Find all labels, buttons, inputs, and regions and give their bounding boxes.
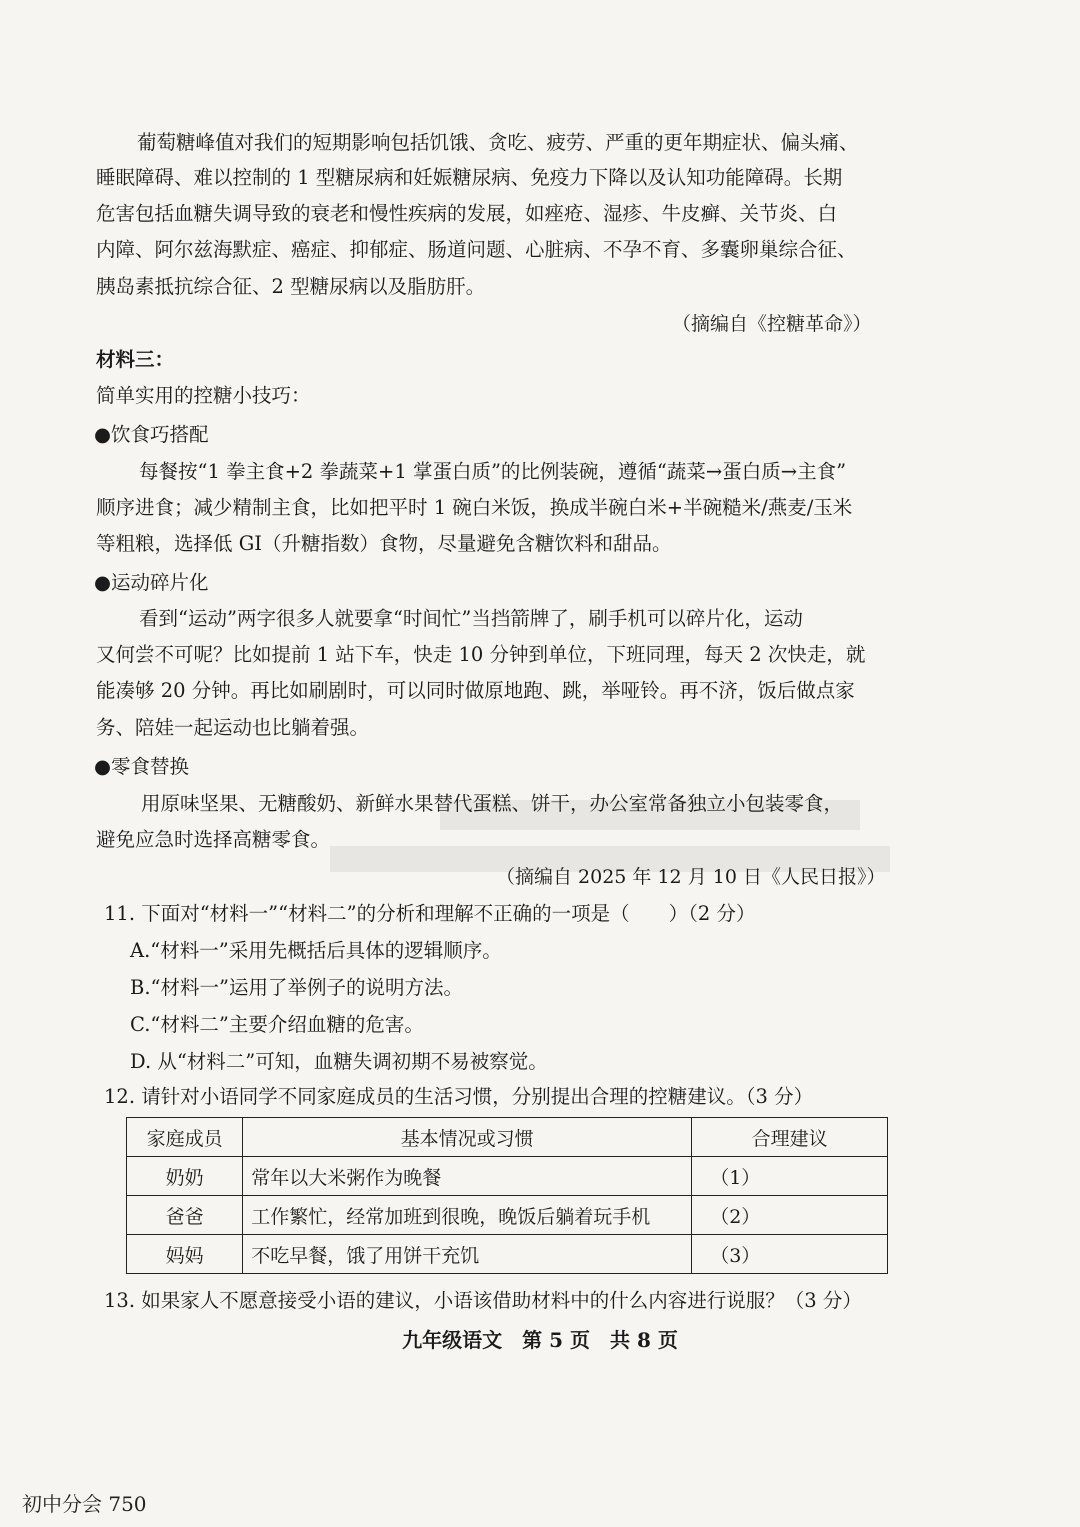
question-11-option-a: A.“材料一”采用先概括后具体的逻辑顺序。 xyxy=(130,939,502,962)
habit-cell: 常年以大米粥作为晚餐 xyxy=(243,1157,692,1196)
header-advice: 合理建议 xyxy=(692,1118,888,1157)
question-13-stem: 13. 如果家人不愿意接受小语的建议，小语该借助材料中的什么内容进行说服？（3 分） xyxy=(104,1289,862,1312)
question-11-option-b: B.“材料一”运用了举例子的说明方法。 xyxy=(130,976,463,999)
member-cell: 妈妈 xyxy=(127,1235,243,1274)
advice-cell: （1） xyxy=(692,1157,888,1196)
page-footer: 九年级语文 第 5 页 共 8 页 xyxy=(402,1328,678,1352)
header-family-member: 家庭成员 xyxy=(127,1118,243,1157)
snack-tip-title: ●零食替换 xyxy=(94,755,190,778)
watermark-label: 初中分会 750 xyxy=(22,1492,147,1516)
paragraph-line: 睡眠障碍、难以控制的 1 型糖尿病和妊娠糖尿病、免疫力下降以及认知功能障碍。长期 xyxy=(96,166,843,189)
material2-source: （摘编自《控糖革命》） xyxy=(672,313,872,335)
family-habits-table xyxy=(126,1117,888,1274)
paragraph-line: 避免应急时选择高糖零食。 xyxy=(96,828,331,851)
question-12-stem: 12. 请针对小语同学不同家庭成员的生活习惯，分别提出合理的控糖建议。（3 分） xyxy=(104,1085,814,1108)
material3-source: （摘编自 2025 年 12 月 10 日《人民日报》） xyxy=(496,866,886,888)
paragraph-line: 葡萄糖峰值对我们的短期影响包括饥饿、贪吃、疲劳、严重的更年期症状、偏头痛、 xyxy=(137,131,859,154)
paragraph-line: 看到“运动”两字很多人就要拿“时间忙”当挡箭牌了，刷手机可以碎片化，运动 xyxy=(139,607,803,630)
paragraph-line: 用原味坚果、无糖酸奶、新鲜水果替代蛋糕、饼干，办公室常备独立小包装零食， xyxy=(141,792,844,815)
habit-cell: 不吃早餐，饿了用饼干充饥 xyxy=(243,1235,692,1274)
table-row xyxy=(127,1235,888,1274)
member-cell: 奶奶 xyxy=(127,1157,243,1196)
advice-cell: （3） xyxy=(692,1235,888,1274)
paragraph-line: 胰岛素抵抗综合征、2 型糖尿病以及脂肪肝。 xyxy=(96,275,486,298)
question-11-option-c: C.“材料二”主要介绍血糖的危害。 xyxy=(130,1013,424,1036)
material3-heading: 材料三： xyxy=(96,348,175,371)
habit-cell: 工作繁忙，经常加班到很晚，晚饭后躺着玩手机 xyxy=(243,1196,692,1235)
table-header-row xyxy=(127,1118,888,1157)
diet-tip-title: ●饮食巧搭配 xyxy=(94,423,209,446)
advice-cell: （2） xyxy=(692,1196,888,1235)
table-row xyxy=(127,1196,888,1235)
exercise-tip-title: ●运动碎片化 xyxy=(94,571,209,594)
material3-intro: 简单实用的控糖小技巧： xyxy=(96,384,311,407)
paragraph-line: 能凑够 20 分钟。再比如刷剧时，可以同时做原地跑、跳，举哑铃。再不济，饭后做点家 xyxy=(96,679,855,702)
question-11-stem: 11. 下面对“材料一”“材料二”的分析和理解不正确的一项是（ ）（2 分） xyxy=(104,902,756,925)
paragraph-line: 等粗粮，选择低 GI（升糖指数）食物，尽量避免含糖饮料和甜品。 xyxy=(96,532,672,555)
paragraph-line: 内障、阿尔兹海默症、癌症、抑郁症、肠道问题、心脏病、不孕不育、多囊卵巢综合征、 xyxy=(96,238,857,261)
paragraph-line: 务、陪娃一起运动也比躺着强。 xyxy=(96,716,370,739)
paragraph-line: 每餐按“1 拳主食+2 拳蔬菜+1 掌蛋白质”的比例装碗，遵循“蔬菜→蛋白质→主食” xyxy=(139,460,847,483)
question-11-option-d: D. 从“材料二”可知，血糖失调初期不易被察觉。 xyxy=(130,1050,548,1073)
header-habit: 基本情况或习惯 xyxy=(243,1118,692,1157)
paragraph-line: 顺序进食；减少精制主食，比如把平时 1 碗白米饭，换成半碗白米+半碗糙米/燕麦/玉米 xyxy=(96,496,853,519)
paragraph-line: 又何尝不可呢？比如提前 1 站下车，快走 10 分钟到单位，下班同理，每天 2 次快走，就 xyxy=(96,643,866,666)
member-cell: 爸爸 xyxy=(127,1196,243,1235)
paragraph-line: 危害包括血糖失调导致的衰老和慢性疾病的发展，如痤疮、湿疹、牛皮癣、关节炎、白 xyxy=(96,202,838,225)
table-row xyxy=(127,1157,888,1196)
